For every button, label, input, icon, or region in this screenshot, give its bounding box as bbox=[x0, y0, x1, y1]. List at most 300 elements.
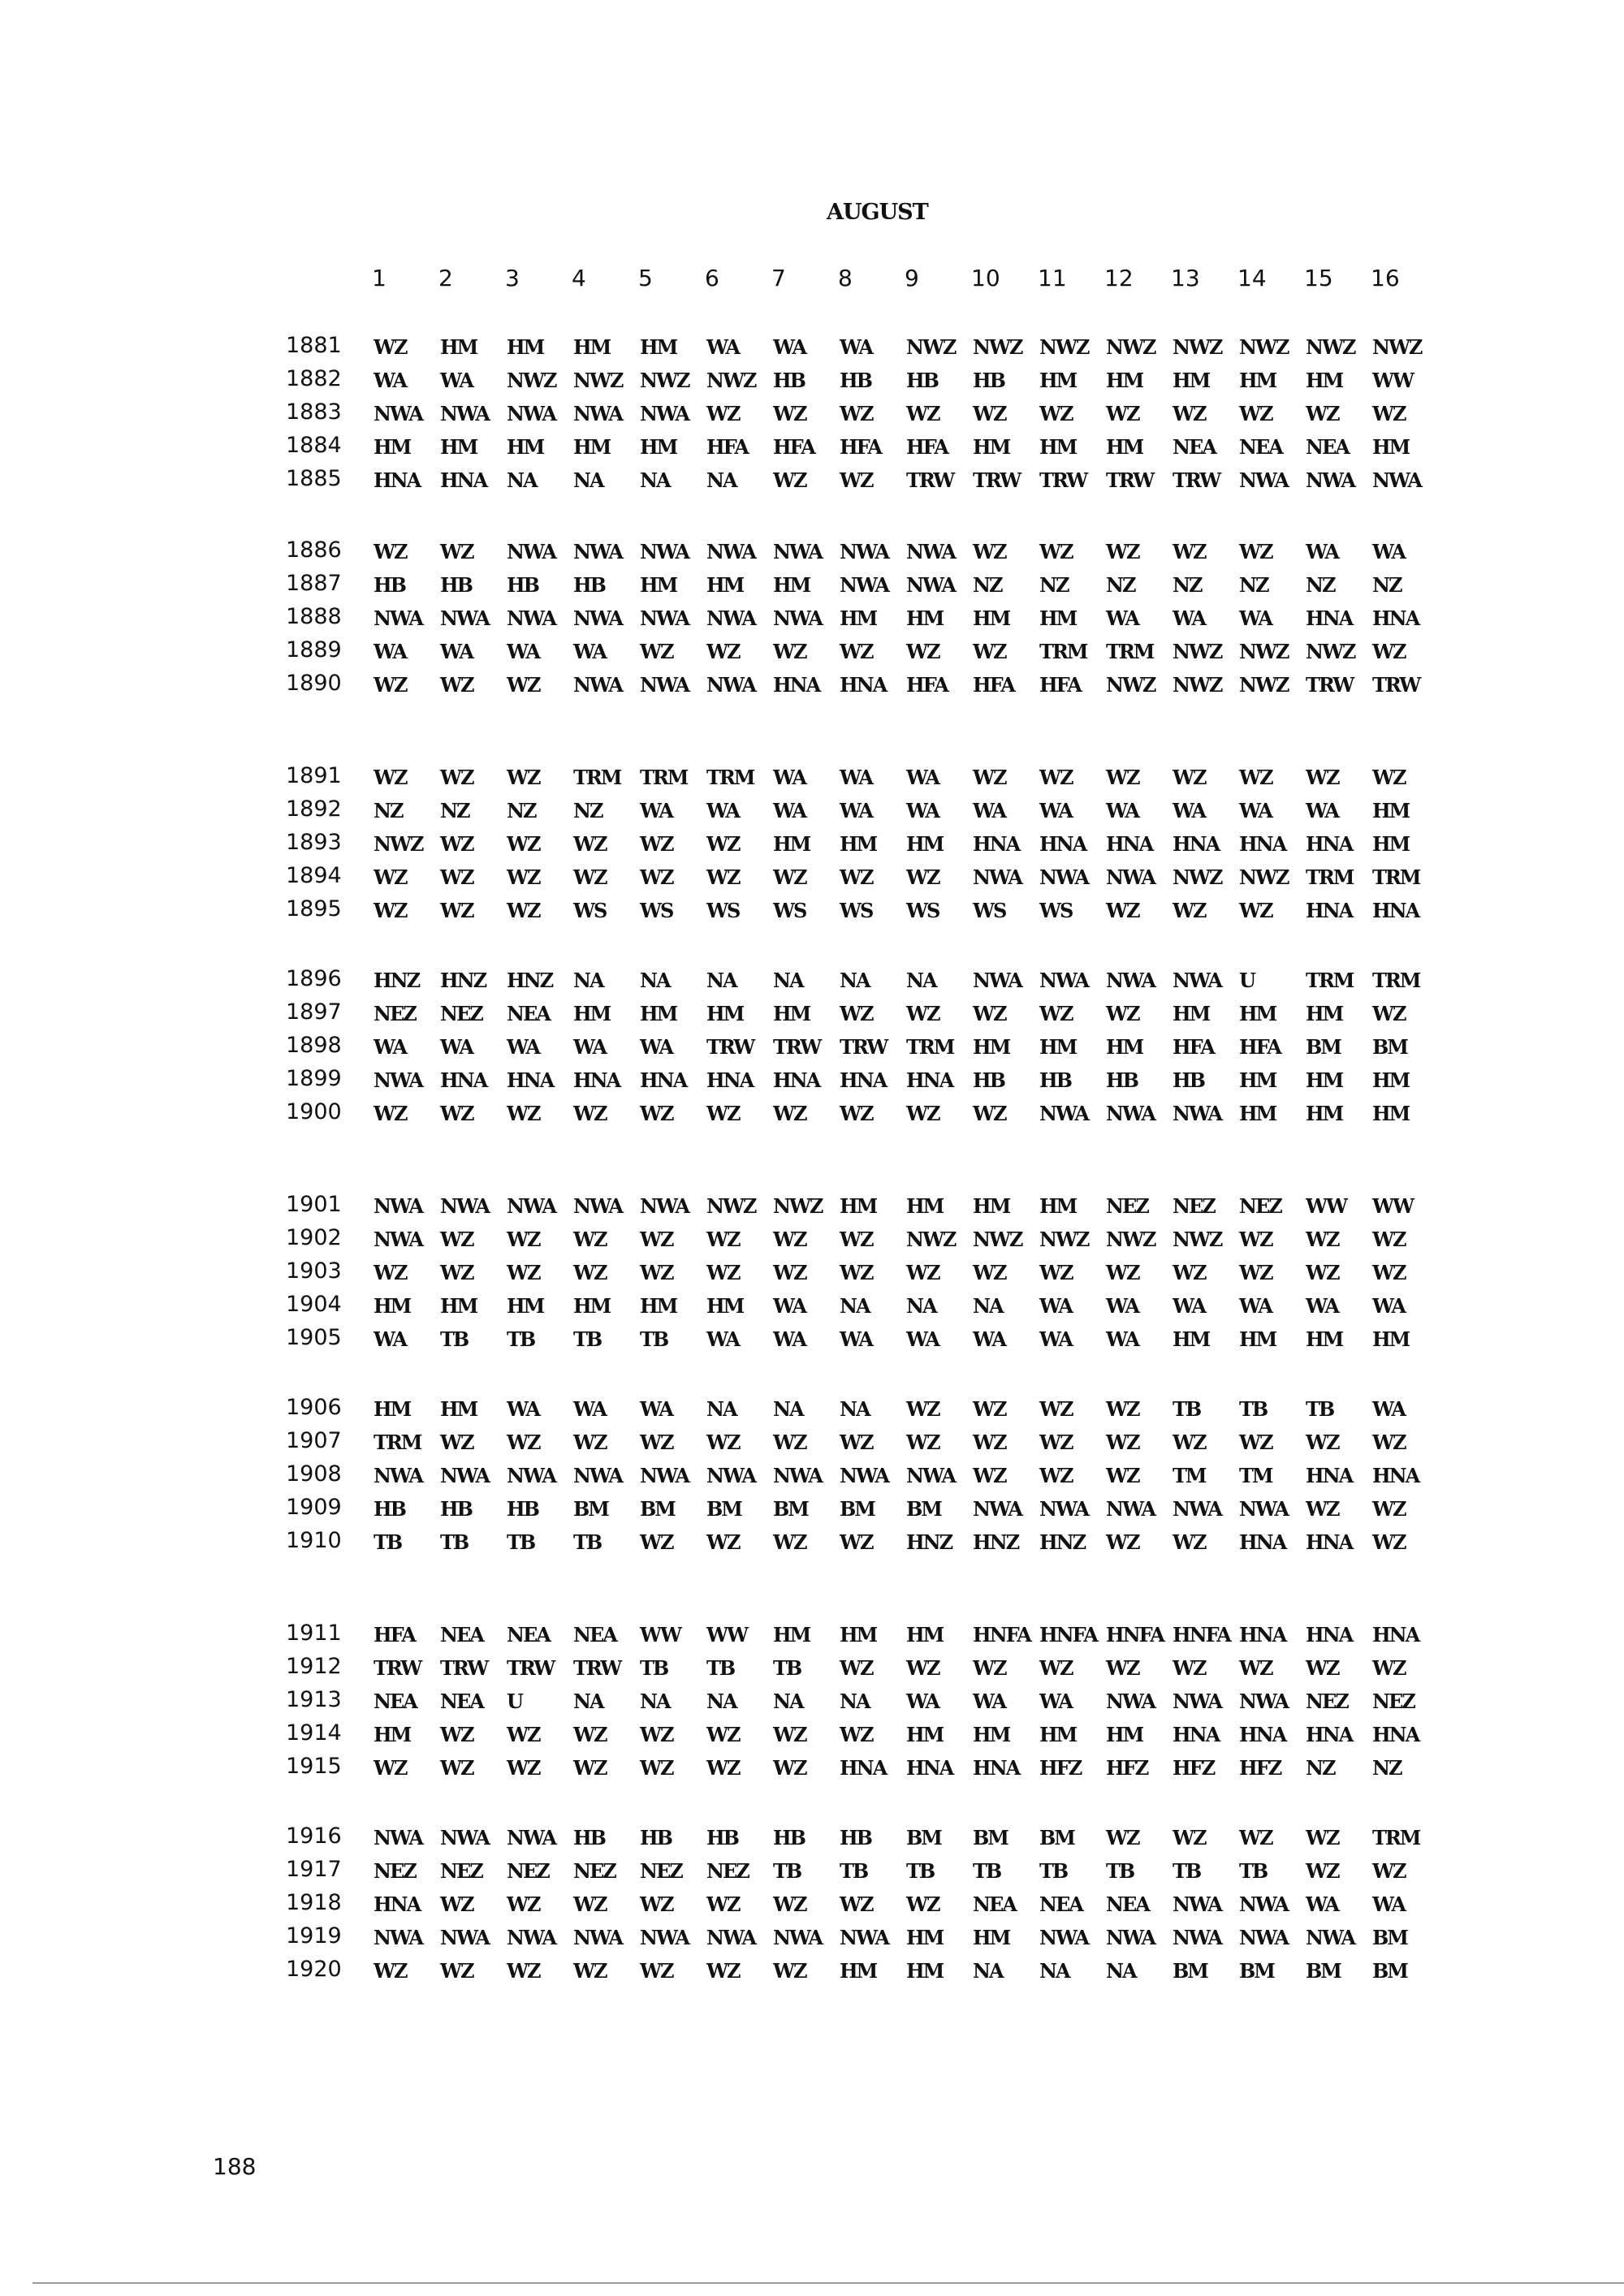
table-row bbox=[0, 1066, 1624, 1098]
weather-type-cell: WZ bbox=[706, 1723, 740, 1746]
weather-type-cell: NWZ bbox=[1173, 640, 1222, 663]
weather-type-cell: NWA bbox=[640, 673, 689, 697]
weather-type-cell: WZ bbox=[374, 766, 407, 789]
weather-type-cell: NA bbox=[906, 1294, 936, 1318]
weather-type-cell: HNA bbox=[1306, 1623, 1353, 1646]
weather-type-cell: WA bbox=[1239, 606, 1272, 630]
weather-type-cell: BM bbox=[906, 1497, 941, 1521]
weather-type-cell: WZ bbox=[973, 1397, 1006, 1421]
weather-type-cell: NWA bbox=[573, 402, 622, 425]
weather-type-cell: WZ bbox=[507, 899, 540, 922]
weather-type-cell: WZ bbox=[440, 1892, 473, 1916]
weather-type-cell: NA bbox=[640, 1690, 670, 1713]
weather-type-cell: WS bbox=[773, 899, 806, 922]
weather-type-cell: WZ bbox=[906, 640, 939, 663]
weather-type-cell: HM bbox=[1372, 832, 1410, 856]
weather-type-cell: NWA bbox=[507, 1464, 555, 1487]
weather-type-cell: HNA bbox=[440, 468, 487, 492]
row-year: 1885 bbox=[286, 466, 342, 491]
weather-type-cell: TB bbox=[507, 1530, 535, 1554]
weather-type-cell: HNA bbox=[840, 1756, 887, 1780]
weather-type-cell: HB bbox=[573, 1826, 605, 1849]
weather-type-cell: WZ bbox=[1106, 1656, 1139, 1680]
weather-type-cell: WA bbox=[840, 799, 873, 822]
weather-type-cell: NA bbox=[706, 1397, 736, 1421]
weather-type-cell: WZ bbox=[440, 540, 473, 563]
weather-type-cell: WZ bbox=[1372, 1228, 1406, 1251]
row-year: 1899 bbox=[286, 1066, 342, 1091]
weather-type-cell: TRM bbox=[573, 766, 621, 789]
weather-type-cell: NWA bbox=[1039, 1926, 1088, 1949]
weather-type-cell: TB bbox=[840, 1859, 868, 1883]
weather-type-cell: HM bbox=[773, 573, 810, 597]
weather-type-cell: WZ bbox=[973, 540, 1006, 563]
weather-type-cell: NWA bbox=[507, 1826, 555, 1849]
weather-type-cell: NWA bbox=[1106, 1926, 1155, 1949]
weather-type-cell: NWA bbox=[374, 1464, 422, 1487]
row-year: 1900 bbox=[286, 1099, 342, 1124]
table-row bbox=[0, 1654, 1624, 1686]
weather-type-cell: NEA bbox=[507, 1623, 550, 1646]
weather-type-cell: NWA bbox=[1039, 865, 1088, 889]
weather-type-cell: WZ bbox=[840, 468, 873, 492]
weather-type-cell: NWZ bbox=[973, 1228, 1022, 1251]
weather-type-cell: WZ bbox=[773, 865, 806, 889]
weather-type-cell: WW bbox=[1306, 1194, 1346, 1218]
weather-type-cell: HB bbox=[374, 573, 405, 597]
weather-type-cell: WA bbox=[906, 1690, 939, 1713]
table-row bbox=[0, 1428, 1624, 1461]
weather-type-cell: TRM bbox=[1372, 1826, 1420, 1849]
weather-type-cell: HNA bbox=[1372, 899, 1419, 922]
weather-type-cell: HNFA bbox=[1173, 1623, 1230, 1646]
weather-type-cell: NEZ bbox=[1239, 1194, 1281, 1218]
row-year: 1914 bbox=[286, 1720, 342, 1746]
weather-type-cell: HM bbox=[706, 1294, 744, 1318]
weather-type-cell: WZ bbox=[573, 1959, 607, 1983]
weather-type-cell: WA bbox=[1306, 799, 1339, 822]
weather-type-cell: WZ bbox=[906, 1102, 939, 1125]
weather-type-cell: NA bbox=[706, 468, 736, 492]
weather-type-cell: NZ bbox=[1306, 573, 1335, 597]
weather-type-cell: WZ bbox=[640, 1261, 673, 1284]
row-year: 1881 bbox=[286, 333, 342, 358]
weather-type-cell: HM bbox=[374, 435, 411, 459]
weather-type-cell: BM bbox=[840, 1497, 875, 1521]
row-year: 1913 bbox=[286, 1687, 342, 1712]
row-year: 1893 bbox=[286, 830, 342, 855]
weather-type-cell: WS bbox=[706, 899, 740, 922]
weather-type-cell: WZ bbox=[1306, 1497, 1339, 1521]
weather-type-cell: U bbox=[507, 1690, 522, 1713]
weather-type-cell: HNA bbox=[1306, 606, 1353, 630]
page-number: 188 bbox=[213, 2153, 257, 2180]
weather-type-cell: WZ bbox=[706, 1756, 740, 1780]
weather-type-cell: TB bbox=[1039, 1859, 1068, 1883]
weather-type-cell: WZ bbox=[973, 640, 1006, 663]
weather-type-cell: WZ bbox=[840, 1892, 873, 1916]
weather-type-cell: HM bbox=[1372, 799, 1410, 822]
weather-type-cell: NEZ bbox=[440, 1002, 482, 1025]
weather-type-cell: TB bbox=[773, 1656, 801, 1680]
weather-type-cell: WZ bbox=[1173, 1431, 1206, 1454]
weather-type-cell: NA bbox=[773, 969, 803, 992]
weather-type-cell: WZ bbox=[1372, 766, 1406, 789]
weather-type-cell: HB bbox=[1173, 1068, 1204, 1092]
weather-type-cell: HNA bbox=[507, 1068, 554, 1092]
weather-type-cell: NWA bbox=[1173, 1926, 1221, 1949]
weather-type-cell: WZ bbox=[773, 1892, 806, 1916]
weather-type-cell: TRW bbox=[374, 1656, 421, 1680]
table-row bbox=[0, 637, 1624, 670]
weather-type-cell: HM bbox=[1239, 369, 1276, 392]
month-title: AUGUST bbox=[827, 200, 928, 225]
weather-type-cell: WZ bbox=[840, 1228, 873, 1251]
row-year: 1907 bbox=[286, 1428, 342, 1453]
weather-type-cell: WA bbox=[973, 1690, 1006, 1713]
weather-type-cell: WA bbox=[840, 766, 873, 789]
weather-type-cell: WZ bbox=[1239, 1228, 1272, 1251]
weather-type-cell: WZ bbox=[973, 1656, 1006, 1680]
weather-type-cell: WA bbox=[1106, 799, 1139, 822]
weather-type-cell: HM bbox=[773, 1623, 810, 1646]
weather-type-cell: TB bbox=[573, 1327, 602, 1351]
weather-type-cell: NZ bbox=[507, 799, 536, 822]
weather-type-cell: WZ bbox=[1039, 1431, 1073, 1454]
table-row bbox=[0, 604, 1624, 637]
weather-type-cell: NWA bbox=[1173, 1102, 1221, 1125]
weather-type-cell: NWA bbox=[640, 402, 689, 425]
weather-type-cell: WZ bbox=[440, 1723, 473, 1746]
weather-type-cell: HB bbox=[1039, 1068, 1071, 1092]
weather-type-cell: HFA bbox=[906, 673, 948, 697]
weather-type-cell: WA bbox=[440, 369, 473, 392]
weather-type-cell: WZ bbox=[840, 1102, 873, 1125]
weather-type-cell: HM bbox=[840, 1959, 877, 1983]
weather-type-cell: WA bbox=[573, 1397, 607, 1421]
weather-type-cell: HM bbox=[1173, 369, 1210, 392]
weather-type-cell: WZ bbox=[507, 1102, 540, 1125]
weather-type-cell: BM bbox=[573, 1497, 608, 1521]
weather-type-cell: WZ bbox=[706, 1431, 740, 1454]
weather-type-cell: WZ bbox=[1372, 1859, 1406, 1883]
table-row bbox=[0, 671, 1624, 703]
weather-type-cell: WZ bbox=[440, 865, 473, 889]
table-row bbox=[0, 1225, 1624, 1258]
weather-type-cell: NWA bbox=[1239, 1690, 1288, 1713]
weather-type-cell: NEZ bbox=[1106, 1194, 1148, 1218]
weather-type-cell: WA bbox=[706, 1327, 740, 1351]
table-row bbox=[0, 830, 1624, 862]
day-header-cell: 11 bbox=[1038, 265, 1067, 291]
weather-type-cell: WZ bbox=[640, 1228, 673, 1251]
weather-type-cell: WA bbox=[773, 1294, 806, 1318]
weather-type-cell: WZ bbox=[706, 1228, 740, 1251]
weather-type-cell: HM bbox=[640, 435, 677, 459]
weather-type-cell: WZ bbox=[1106, 1261, 1139, 1284]
weather-type-cell: NWA bbox=[640, 1194, 689, 1218]
weather-type-cell: WZ bbox=[1372, 1497, 1406, 1521]
weather-type-cell: HNA bbox=[1306, 832, 1353, 856]
weather-type-cell: TRW bbox=[1106, 468, 1154, 492]
weather-type-cell: HM bbox=[1306, 1002, 1343, 1025]
weather-type-cell: NWZ bbox=[1173, 335, 1222, 359]
weather-type-cell: WZ bbox=[706, 1102, 740, 1125]
weather-type-cell: HM bbox=[840, 832, 877, 856]
day-header-cell: 14 bbox=[1237, 265, 1267, 291]
weather-type-cell: NA bbox=[706, 1690, 736, 1713]
weather-type-cell: HNA bbox=[906, 1068, 953, 1092]
weather-type-cell: HNZ bbox=[1039, 1530, 1086, 1554]
weather-type-cell: WZ bbox=[773, 1228, 806, 1251]
weather-type-cell: NA bbox=[773, 1397, 803, 1421]
weather-type-cell: WA bbox=[973, 1327, 1006, 1351]
weather-type-cell: HFA bbox=[840, 435, 881, 459]
weather-type-cell: WZ bbox=[773, 402, 806, 425]
row-year: 1904 bbox=[286, 1292, 342, 1317]
weather-type-cell: NA bbox=[573, 969, 603, 992]
row-year: 1910 bbox=[286, 1528, 342, 1553]
weather-type-cell: TRM bbox=[374, 1431, 421, 1454]
weather-type-cell: NA bbox=[973, 1294, 1003, 1318]
weather-type-cell: HM bbox=[573, 435, 611, 459]
weather-type-cell: NWA bbox=[773, 1926, 822, 1949]
weather-type-cell: U bbox=[1239, 969, 1255, 992]
weather-type-cell: HFA bbox=[973, 673, 1014, 697]
weather-type-cell: TRW bbox=[773, 1035, 821, 1059]
day-header-cell: 6 bbox=[705, 265, 719, 291]
weather-type-cell: WZ bbox=[507, 673, 540, 697]
weather-type-cell: WA bbox=[1372, 540, 1406, 563]
weather-type-cell: HM bbox=[640, 1294, 677, 1318]
weather-type-cell: NWA bbox=[374, 1194, 422, 1218]
weather-type-cell: NZ bbox=[573, 799, 603, 822]
weather-type-cell: NZ bbox=[374, 799, 403, 822]
weather-type-cell: WZ bbox=[440, 899, 473, 922]
weather-type-cell: HM bbox=[440, 1397, 477, 1421]
weather-type-cell: HB bbox=[773, 1826, 805, 1849]
table-row bbox=[0, 1461, 1624, 1494]
weather-type-cell: HB bbox=[973, 1068, 1004, 1092]
weather-type-cell: WZ bbox=[1239, 1431, 1272, 1454]
weather-type-cell: HFA bbox=[1239, 1035, 1281, 1059]
weather-type-cell: HM bbox=[1306, 369, 1343, 392]
table-row bbox=[0, 1258, 1624, 1291]
weather-type-cell: TB bbox=[507, 1327, 535, 1351]
weather-type-cell: WZ bbox=[440, 1261, 473, 1284]
row-year: 1886 bbox=[286, 537, 342, 563]
weather-type-cell: HM bbox=[1173, 1327, 1210, 1351]
weather-type-cell: WA bbox=[640, 799, 673, 822]
row-year: 1916 bbox=[286, 1823, 342, 1849]
weather-type-cell: WA bbox=[906, 1327, 939, 1351]
weather-type-cell: HM bbox=[773, 832, 810, 856]
table-row bbox=[0, 433, 1624, 465]
weather-type-cell: WS bbox=[573, 899, 607, 922]
weather-type-cell: HFA bbox=[1039, 673, 1081, 697]
weather-type-cell: NWA bbox=[1039, 1102, 1088, 1125]
weather-type-cell: HM bbox=[973, 1723, 1010, 1746]
weather-type-cell: TRW bbox=[1173, 468, 1220, 492]
weather-type-cell: NWA bbox=[1372, 468, 1421, 492]
weather-type-cell: NWA bbox=[840, 1926, 888, 1949]
weather-type-cell: HM bbox=[640, 335, 677, 359]
weather-type-cell: WA bbox=[840, 1327, 873, 1351]
weather-type-cell: WZ bbox=[706, 1892, 740, 1916]
table-row bbox=[0, 1495, 1624, 1527]
weather-type-cell: WZ bbox=[1239, 1261, 1272, 1284]
weather-type-cell: TB bbox=[573, 1530, 602, 1554]
weather-type-cell: NA bbox=[840, 1294, 870, 1318]
weather-type-cell: NWA bbox=[1039, 969, 1088, 992]
weather-type-cell: WA bbox=[1372, 1892, 1406, 1916]
weather-type-cell: NWA bbox=[706, 673, 755, 697]
weather-type-cell: HNFA bbox=[1106, 1623, 1164, 1646]
table-row bbox=[0, 537, 1624, 570]
weather-type-cell: WW bbox=[1372, 369, 1413, 392]
weather-type-cell: NEZ bbox=[1372, 1690, 1415, 1713]
weather-type-cell: NA bbox=[507, 468, 537, 492]
weather-type-cell: HNZ bbox=[906, 1530, 952, 1554]
weather-type-cell: WZ bbox=[1239, 1656, 1272, 1680]
weather-type-cell: WZ bbox=[507, 766, 540, 789]
weather-type-cell: WZ bbox=[1306, 1261, 1339, 1284]
weather-type-cell: WZ bbox=[640, 1959, 673, 1983]
weather-type-cell: WZ bbox=[840, 1261, 873, 1284]
weather-type-cell: WZ bbox=[440, 1228, 473, 1251]
weather-type-cell: NWA bbox=[773, 1464, 822, 1487]
table-row bbox=[0, 399, 1624, 432]
weather-type-cell: BM bbox=[1372, 1035, 1407, 1059]
weather-type-cell: WZ bbox=[1106, 1826, 1139, 1849]
weather-type-cell: WS bbox=[1039, 899, 1073, 922]
weather-type-cell: NA bbox=[973, 1959, 1003, 1983]
weather-type-cell: HB bbox=[840, 369, 871, 392]
weather-type-cell: WZ bbox=[507, 865, 540, 889]
weather-type-cell: TB bbox=[1239, 1859, 1268, 1883]
weather-type-cell: HB bbox=[440, 573, 472, 597]
weather-type-cell: NWA bbox=[374, 1228, 422, 1251]
weather-type-cell: WZ bbox=[640, 1892, 673, 1916]
weather-type-cell: TB bbox=[773, 1859, 801, 1883]
day-header-cell: 3 bbox=[505, 265, 520, 291]
weather-type-cell: HNA bbox=[706, 1068, 754, 1092]
weather-type-cell: HM bbox=[440, 435, 477, 459]
weather-type-cell: NA bbox=[1106, 1959, 1136, 1983]
row-year: 1918 bbox=[286, 1890, 342, 1915]
weather-type-cell: HNA bbox=[973, 832, 1020, 856]
weather-type-cell: WZ bbox=[1239, 899, 1272, 922]
weather-type-cell: WZ bbox=[1372, 640, 1406, 663]
weather-type-cell: NWA bbox=[1306, 468, 1354, 492]
weather-type-cell: WW bbox=[706, 1623, 747, 1646]
weather-type-cell: NEZ bbox=[1306, 1690, 1348, 1713]
weather-type-cell: HM bbox=[1372, 1068, 1410, 1092]
weather-type-cell: WZ bbox=[706, 1959, 740, 1983]
weather-type-cell: HM bbox=[1039, 606, 1077, 630]
weather-type-cell: HM bbox=[1372, 1327, 1410, 1351]
weather-type-cell: WZ bbox=[507, 1959, 540, 1983]
weather-type-cell: WZ bbox=[1306, 1826, 1339, 1849]
weather-type-cell: WA bbox=[1306, 1294, 1339, 1318]
weather-type-cell: NWZ bbox=[1039, 1228, 1089, 1251]
weather-type-cell: TRM bbox=[1106, 640, 1154, 663]
weather-type-cell: HNA bbox=[573, 1068, 620, 1092]
weather-type-cell: NWA bbox=[640, 1464, 689, 1487]
weather-type-cell: NEA bbox=[1306, 435, 1349, 459]
weather-type-cell: NZ bbox=[440, 799, 469, 822]
weather-type-cell: WA bbox=[1306, 1892, 1339, 1916]
weather-type-cell: WZ bbox=[906, 1892, 939, 1916]
weather-type-cell: WZ bbox=[1106, 1431, 1139, 1454]
weather-type-cell: TB bbox=[374, 1530, 402, 1554]
weather-type-cell: HNA bbox=[1306, 1530, 1353, 1554]
weather-type-cell: WZ bbox=[507, 1261, 540, 1284]
weather-type-cell: HM bbox=[973, 1926, 1010, 1949]
weather-type-cell: TRM bbox=[1306, 969, 1354, 992]
weather-type-cell: HB bbox=[374, 1497, 405, 1521]
weather-type-cell: WA bbox=[773, 766, 806, 789]
weather-type-cell: WZ bbox=[507, 832, 540, 856]
row-year: 1888 bbox=[286, 604, 342, 629]
weather-type-cell: BM bbox=[640, 1497, 675, 1521]
weather-type-cell: HNA bbox=[840, 1068, 887, 1092]
table-row bbox=[0, 1754, 1624, 1786]
weather-type-cell: WZ bbox=[906, 1002, 939, 1025]
weather-type-cell: NWZ bbox=[906, 335, 956, 359]
weather-type-cell: NWA bbox=[906, 573, 955, 597]
weather-type-cell: NZ bbox=[1239, 573, 1268, 597]
weather-type-cell: TRM bbox=[906, 1035, 954, 1059]
weather-type-cell: NWA bbox=[1106, 969, 1155, 992]
weather-type-cell: HNZ bbox=[440, 969, 486, 992]
weather-type-cell: WZ bbox=[507, 1431, 540, 1454]
weather-type-cell: NWZ bbox=[1239, 865, 1289, 889]
weather-type-cell: HB bbox=[706, 1826, 738, 1849]
table-row bbox=[0, 1033, 1624, 1065]
weather-type-cell: WZ bbox=[440, 1756, 473, 1780]
day-header-cell: 1 bbox=[372, 265, 387, 291]
weather-type-cell: NWA bbox=[773, 540, 822, 563]
weather-type-cell: HNA bbox=[1239, 1530, 1286, 1554]
weather-type-cell: HB bbox=[640, 1826, 672, 1849]
weather-type-cell: HM bbox=[906, 1959, 944, 1983]
table-row bbox=[0, 1720, 1624, 1753]
weather-type-cell: WA bbox=[640, 1397, 673, 1421]
weather-type-cell: WZ bbox=[906, 1656, 939, 1680]
table-row bbox=[0, 1621, 1624, 1653]
weather-type-cell: HM bbox=[840, 1194, 877, 1218]
weather-type-cell: TRW bbox=[706, 1035, 754, 1059]
weather-type-cell: NWA bbox=[440, 1464, 489, 1487]
weather-type-cell: HM bbox=[640, 573, 677, 597]
weather-type-cell: HNA bbox=[1372, 1723, 1419, 1746]
weather-type-cell: TB bbox=[1306, 1397, 1334, 1421]
weather-type-cell: NWA bbox=[440, 1194, 489, 1218]
weather-type-cell: WZ bbox=[573, 1892, 607, 1916]
weather-type-cell: HNA bbox=[973, 1756, 1020, 1780]
weather-type-cell: WA bbox=[1039, 1327, 1073, 1351]
weather-type-cell: WZ bbox=[973, 1261, 1006, 1284]
weather-type-cell: NWA bbox=[1173, 1690, 1221, 1713]
weather-type-cell: NWZ bbox=[1306, 640, 1355, 663]
weather-type-cell: WZ bbox=[1372, 1261, 1406, 1284]
row-year: 1908 bbox=[286, 1461, 342, 1487]
weather-type-cell: WZ bbox=[640, 865, 673, 889]
weather-type-cell: HM bbox=[640, 1002, 677, 1025]
weather-type-cell: WZ bbox=[374, 673, 407, 697]
weather-type-cell: TRM bbox=[1039, 640, 1087, 663]
